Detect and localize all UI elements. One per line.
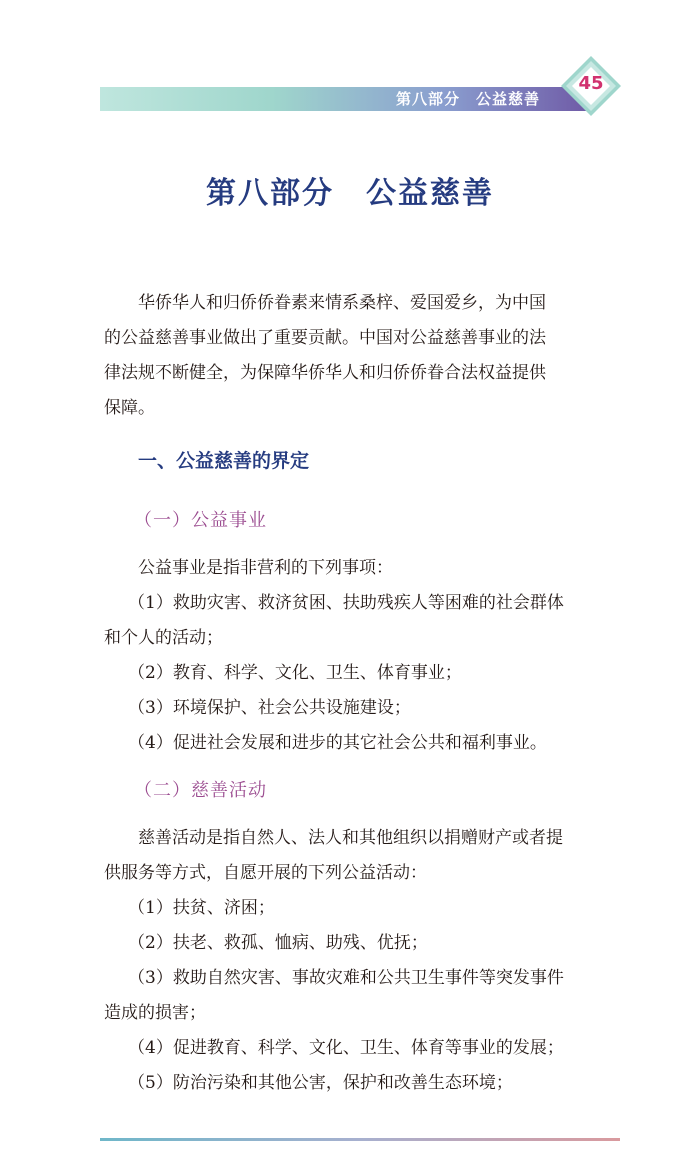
intro-line-4: 保障。 <box>104 398 155 418</box>
section-heading: 一、公益慈善的界定 <box>138 450 310 472</box>
sub2-item-5: （5）防治污染和其他公害，保护和改善生态环境； <box>128 1073 513 1093</box>
subsection-heading-2: （二）慈善活动 <box>134 780 267 801</box>
body-text <box>104 286 614 1101</box>
sub1-item-1-cont: 和个人的活动； <box>104 628 223 648</box>
sub1-item-4: （4）促进社会发展和进步的其它社会公共和福利事业。 <box>128 733 547 753</box>
sub2-item-1: （1）扶贫、济困； <box>128 898 275 918</box>
sub2-item-3: （3）救助自然灾害、事故灾难和公共卫生事件等突发事件 <box>128 968 564 988</box>
sub2-lead-2: 供服务等方式，自愿开展的下列公益活动： <box>104 863 427 883</box>
page-title: 第八部分 公益慈善 <box>206 176 494 211</box>
sub2-item-3-cont: 造成的损害； <box>104 1003 206 1023</box>
intro-line-3: 律法规不断健全，为保障华侨华人和归侨侨眷合法权益提供 <box>104 363 546 383</box>
sub1-item-3: （3）环境保护、社会公共设施建设； <box>128 698 411 718</box>
running-title: 第八部分 公益慈善 <box>395 90 540 108</box>
intro-line-1: 华侨华人和归侨侨眷素来情系桑梓、爱国爱乡，为中国 <box>138 293 546 313</box>
sub1-item-1: （1）救助灾害、救济贫困、扶助残疾人等困难的社会群体 <box>128 593 564 613</box>
page-number: 45 <box>578 73 604 94</box>
intro-line-2: 的公益慈善事业做出了重要贡献。中国对公益慈善事业的法 <box>104 328 546 348</box>
sub2-lead-1: 慈善活动是指自然人、法人和其他组织以捐赠财产或者提 <box>138 828 563 848</box>
sub2-item-4: （4）促进教育、科学、文化、卫生、体育等事业的发展； <box>128 1038 564 1058</box>
sub1-item-2: （2）教育、科学、文化、卫生、体育事业； <box>128 663 462 683</box>
sub1-lead: 公益事业是指非营利的下列事项： <box>138 558 393 578</box>
subsection-heading-1: （一）公益事业 <box>134 510 267 531</box>
footer-rule <box>100 1138 620 1141</box>
sub2-item-2: （2）扶老、救孤、恤病、助残、优抚； <box>128 933 428 953</box>
